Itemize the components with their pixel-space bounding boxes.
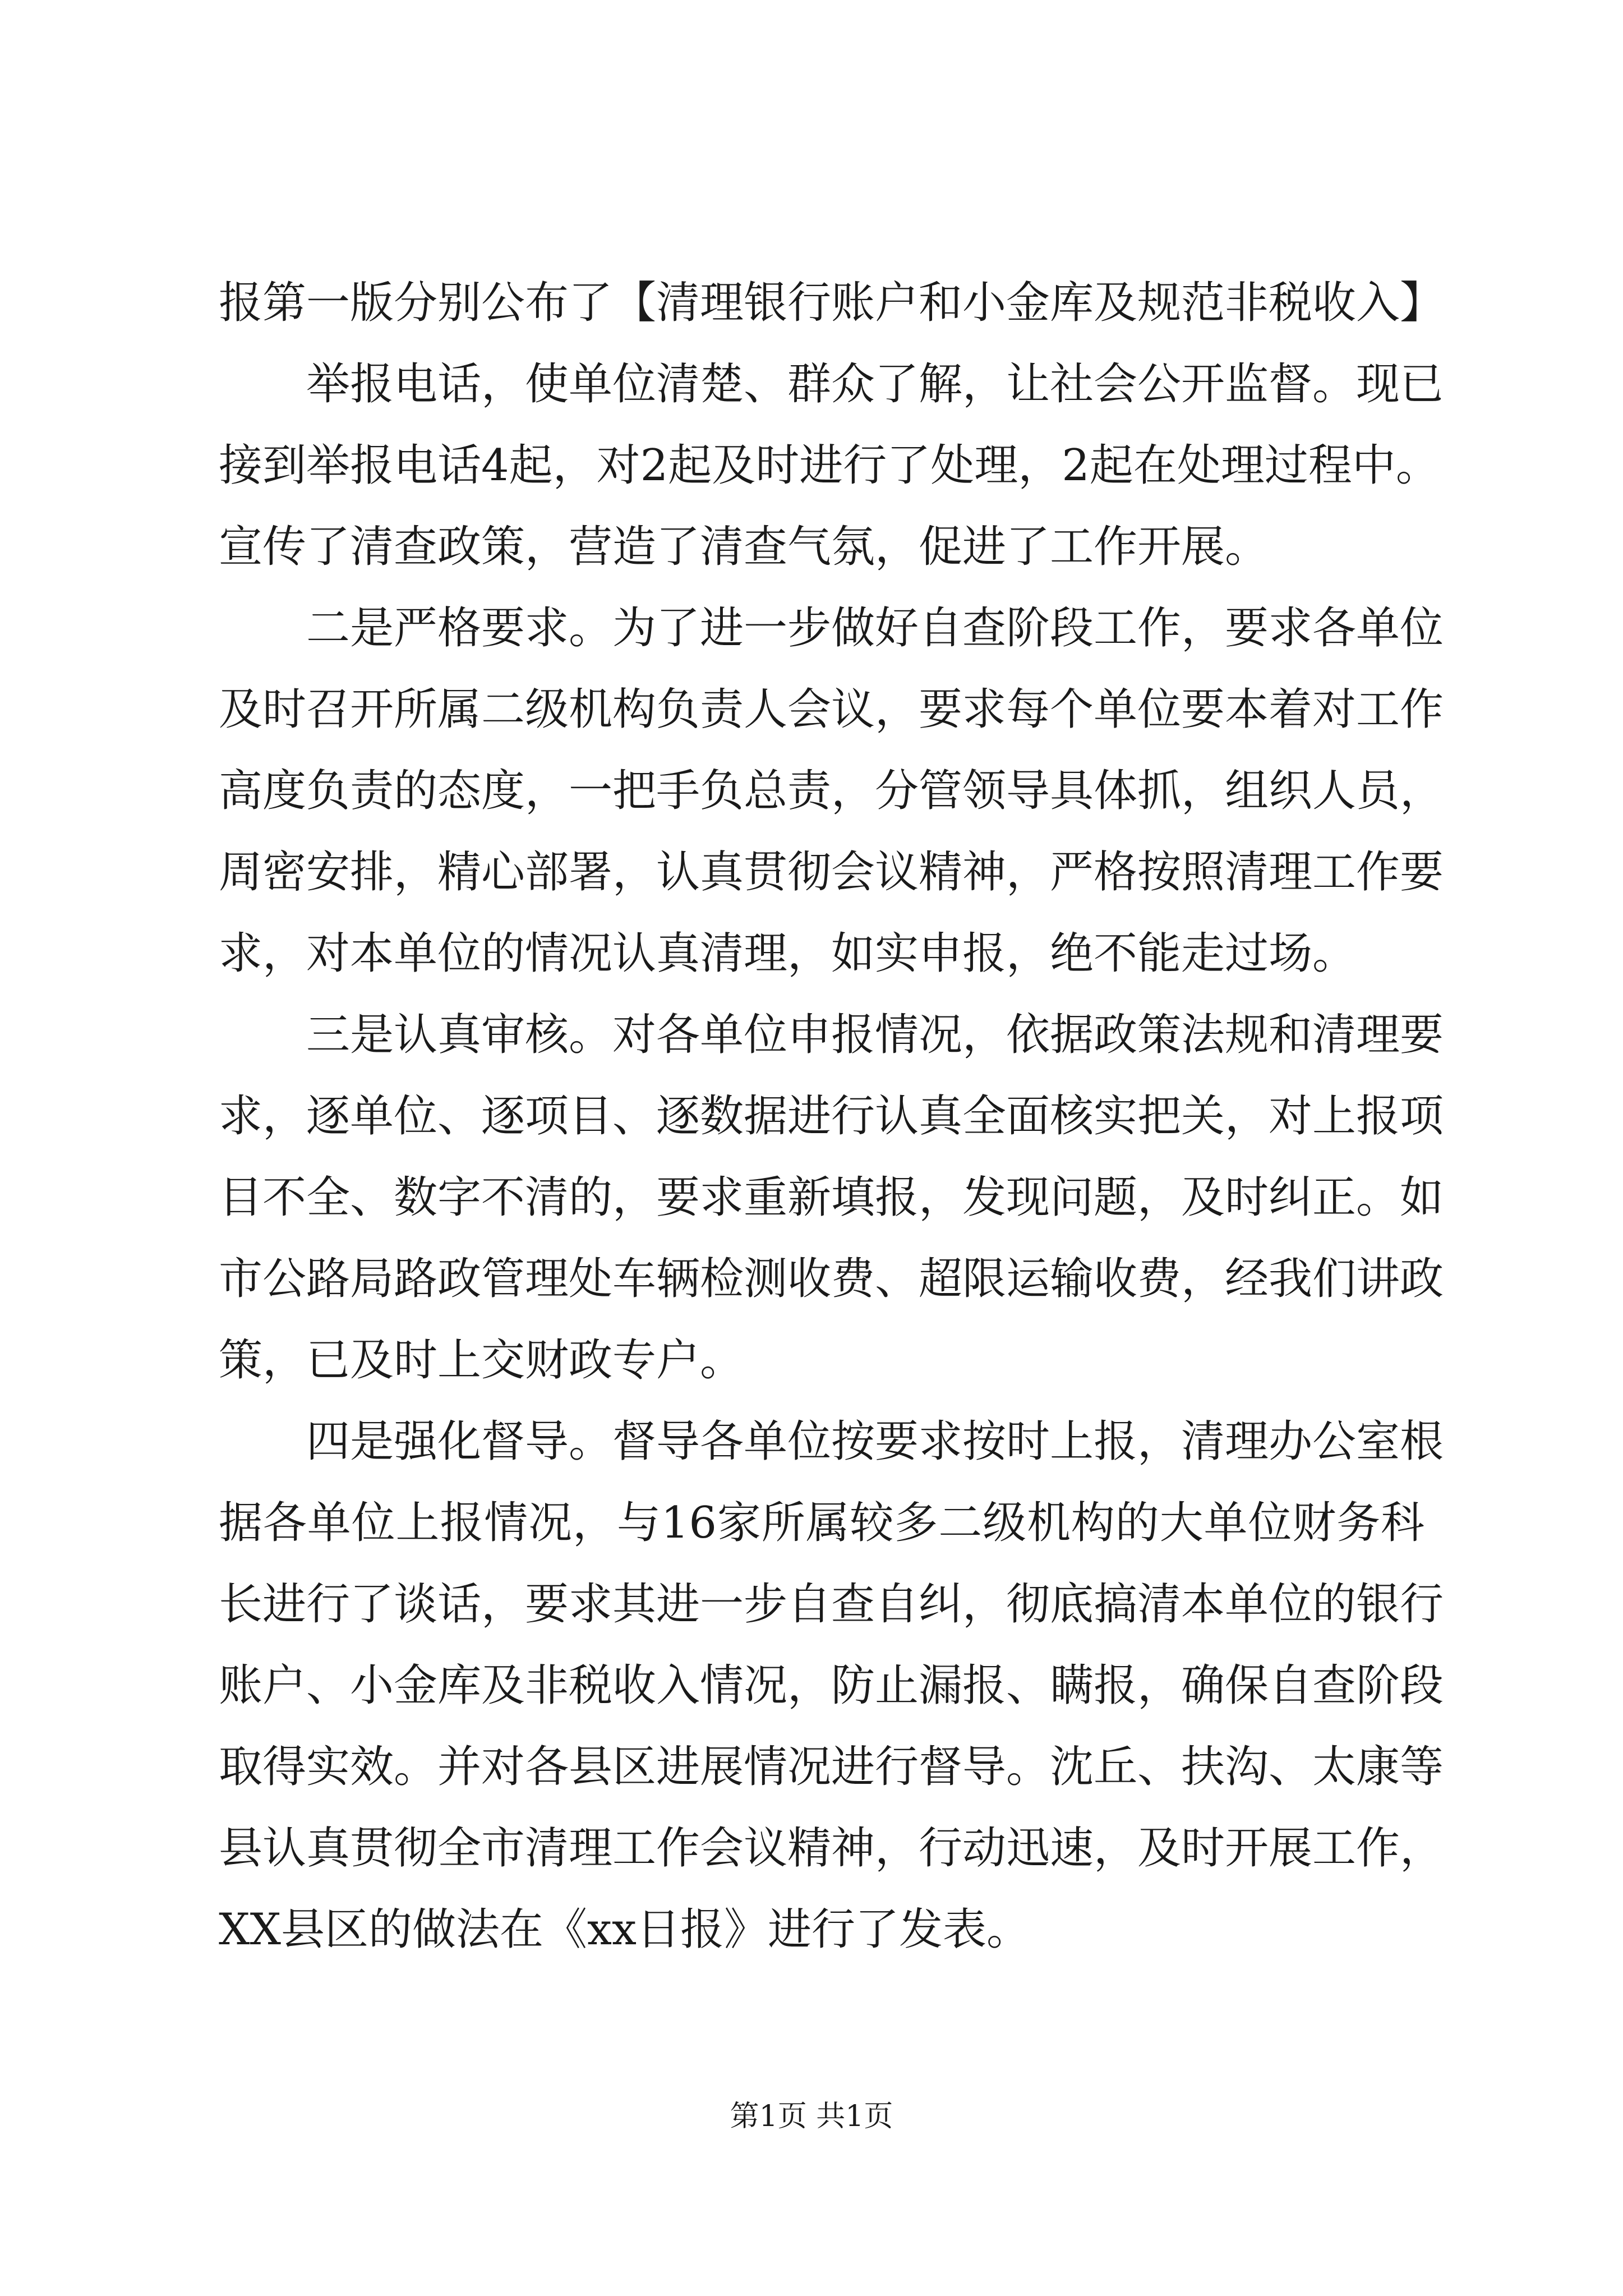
text-line: 县认真贯彻全市清理工作会议精神，行动迅速，及时开展工作， <box>219 1823 1444 1874</box>
text-line: 四是强化督导。督导各单位按要求按时上报，清理办公室根 <box>306 1416 1444 1467</box>
text-line: 举报电话，使单位清楚、群众了解，让社会公开监督。现已 <box>306 359 1444 409</box>
text-line: XX县区的做法在《xx日报》进行了发表。 <box>219 1904 1031 1955</box>
text-line: 接到举报电话4起，对2起及时进行了处理，2起在处理过程中。 <box>219 440 1440 491</box>
text-line: 宣传了清查政策，营造了清查气氛，促进了工作开展。 <box>219 522 1269 572</box>
text-line: 二是严格要求。为了进一步做好自查阶段工作，要求各单位 <box>306 603 1444 654</box>
text-line: 据各单位上报情况，与16家所属较多二级机构的大单位财务科 <box>219 1498 1424 1548</box>
text-line: 及时召开所属二级机构负责人会议，要求每个单位要本着对工作 <box>219 684 1444 735</box>
text-line: 策，已及时上交财政专户。 <box>219 1335 744 1386</box>
text-line: 账户、小金库及非税收入情况，防止漏报、瞒报，确保自查阶段 <box>219 1660 1444 1711</box>
text-line: 求，逐单位、逐项目、逐数据进行认真全面核实把关，对上报项 <box>219 1091 1444 1142</box>
body-text <box>219 263 1444 1971</box>
text-line: 三是认真审核。对各单位申报情况，依据政策法规和清理要 <box>306 1010 1444 1060</box>
text-line: 高度负责的态度，一把手负总责，分管领导具体抓，组织人员， <box>219 766 1444 816</box>
text-line: 取得实效。并对各县区进展情况进行督导。沈丘、扶沟、太康等 <box>219 1742 1444 1792</box>
text-line: 报第一版分别公布了【清理银行账户和小金库及规范非税收入】 <box>219 278 1444 328</box>
page-footer: 第1页 共1页 <box>730 2100 893 2133</box>
text-line: 市公路局路政管理处车辆检测收费、超限运输收费，经我们讲政 <box>219 1254 1444 1304</box>
text-line: 求，对本单位的情况认真清理，如实申报，绝不能走过场。 <box>219 928 1357 979</box>
text-line: 目不全、数字不清的，要求重新填报，发现问题，及时纠正。如 <box>219 1172 1444 1223</box>
text-line: 周密安排，精心部署，认真贯彻会议精神，严格按照清理工作要 <box>219 847 1444 898</box>
text-line: 长进行了谈话，要求其进一步自查自纠，彻底搞清本单位的银行 <box>219 1579 1444 1630</box>
